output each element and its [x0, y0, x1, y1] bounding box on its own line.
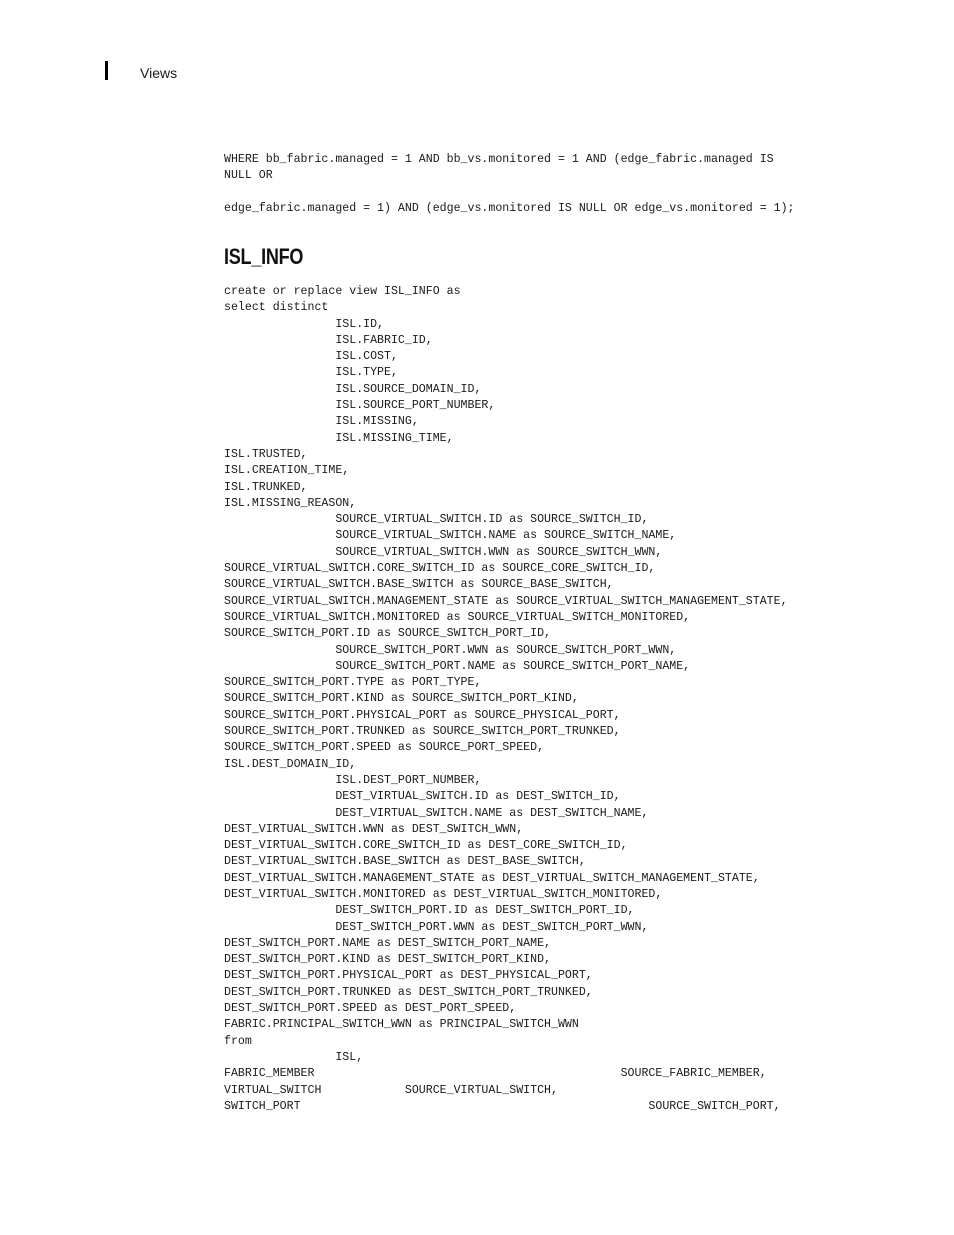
view-code-line: DEST_VIRTUAL_SWITCH.ID as DEST_SWITCH_ID, — [224, 790, 621, 804]
view-code-line: DEST_SWITCH_PORT.TRUNKED as DEST_SWITCH_PORT_TRUNKED, — [224, 985, 593, 999]
view-code-line: SOURCE_SWITCH_PORT.WWN as SOURCE_SWITCH_PORT_WWN, — [224, 643, 677, 657]
view-code-line: FABRIC_MEMBER SOURCE_FABRIC_MEMBER, — [224, 1067, 767, 1081]
view-code-line: DEST_VIRTUAL_SWITCH.MANAGEMENT_STATE as DEST_VIRTUAL_SWITCH_MANAGEMENT_STATE, — [224, 871, 760, 885]
view-code-line: ISL.FABRIC_ID, — [224, 333, 433, 347]
view-code-line: ISL.MISSING, — [224, 415, 419, 429]
view-code-line: SOURCE_VIRTUAL_SWITCH.MONITORED as SOURCE_VIRTUAL_SWITCH_MONITORED, — [224, 610, 691, 624]
view-code-line: SOURCE_SWITCH_PORT.ID as SOURCE_SWITCH_PORT_ID, — [224, 627, 551, 641]
where-code-line: WHERE bb_fabric.managed = 1 AND bb_vs.monitored = 1 AND (edge_fabric.managed IS — [224, 153, 774, 166]
running-header: Views — [140, 65, 178, 81]
view-code-line: DEST_SWITCH_PORT.ID as DEST_SWITCH_PORT_ID, — [224, 904, 635, 918]
isl-info-view-code — [224, 284, 788, 1115]
view-code-line: SOURCE_SWITCH_PORT.NAME as SOURCE_SWITCH_PORT_NAME, — [224, 659, 691, 673]
header-margin-bar — [105, 61, 108, 80]
where-clause-code — [224, 152, 795, 217]
view-code-line: create or replace view ISL_INFO as — [224, 285, 461, 298]
view-code-line: ISL.MISSING_REASON, — [224, 496, 357, 510]
view-code-line: ISL.MISSING_TIME, — [224, 431, 454, 445]
view-code-line: SOURCE_VIRTUAL_SWITCH.NAME as SOURCE_SWITCH_NAME, — [224, 529, 677, 543]
view-code-line: ISL.ID, — [224, 317, 385, 331]
view-code-line: SOURCE_SWITCH_PORT.TYPE as PORT_TYPE, — [224, 676, 482, 690]
view-code-line: DEST_SWITCH_PORT.KIND as DEST_SWITCH_PORT_KIND, — [224, 953, 551, 967]
view-code-line: ISL.CREATION_TIME, — [224, 464, 350, 478]
view-code-line: SOURCE_VIRTUAL_SWITCH.MANAGEMENT_STATE as SOURCE_VIRTUAL_SWITCH_MANAGEMENT_STATE, — [224, 594, 788, 608]
view-code-line: DEST_SWITCH_PORT.SPEED as DEST_PORT_SPEED, — [224, 1002, 517, 1016]
view-code-line: SOURCE_SWITCH_PORT.KIND as SOURCE_SWITCH_PORT_KIND, — [224, 692, 579, 706]
view-code-line: SWITCH_PORT SOURCE_SWITCH_PORT, — [224, 1099, 781, 1113]
where-code-line: NULL OR — [224, 169, 273, 183]
view-code-line: SOURCE_VIRTUAL_SWITCH.ID as SOURCE_SWITCH_ID, — [224, 513, 649, 527]
view-code-line: ISL.TYPE, — [224, 366, 398, 380]
view-code-line: SOURCE_SWITCH_PORT.PHYSICAL_PORT as SOURCE_PHYSICAL_PORT, — [224, 708, 621, 722]
view-code-line: DEST_VIRTUAL_SWITCH.CORE_SWITCH_ID as DEST_CORE_SWITCH_ID, — [224, 839, 628, 853]
view-code-line: ISL.TRUSTED, — [224, 447, 308, 461]
view-code-line: SOURCE_VIRTUAL_SWITCH.BASE_SWITCH as SOURCE_BASE_SWITCH, — [224, 578, 614, 592]
view-code-line: ISL.DEST_PORT_NUMBER, — [224, 773, 482, 787]
where-code-line: edge_fabric.managed = 1) AND (edge_vs.monitored IS NULL OR edge_vs.monitored = 1); — [224, 201, 795, 215]
view-code-line: SOURCE_SWITCH_PORT.SPEED as SOURCE_PORT_SPEED, — [224, 741, 545, 755]
view-code-line: SOURCE_SWITCH_PORT.TRUNKED as SOURCE_SWITCH_PORT_TRUNKED, — [224, 725, 621, 739]
view-code-line: ISL.TRUNKED, — [224, 480, 308, 494]
view-code-line: ISL.DEST_DOMAIN_ID, — [224, 757, 357, 771]
view-code-line: ISL.SOURCE_DOMAIN_ID, — [224, 382, 482, 396]
view-code-line: DEST_VIRTUAL_SWITCH.WWN as DEST_SWITCH_WWN, — [224, 822, 524, 836]
view-code-line: DEST_SWITCH_PORT.WWN as DEST_SWITCH_PORT_WWN, — [224, 920, 649, 934]
view-code-line: ISL.SOURCE_PORT_NUMBER, — [224, 399, 496, 413]
view-code-line: ISL.COST, — [224, 350, 398, 364]
view-code-line: DEST_VIRTUAL_SWITCH.MONITORED as DEST_VIRTUAL_SWITCH_MONITORED, — [224, 887, 663, 901]
view-code-line: ISL, — [224, 1050, 364, 1064]
view-code-line: DEST_VIRTUAL_SWITCH.NAME as DEST_SWITCH_NAME, — [224, 806, 649, 820]
view-code-line: DEST_SWITCH_PORT.PHYSICAL_PORT as DEST_PHYSICAL_PORT, — [224, 969, 593, 983]
view-code-line: VIRTUAL_SWITCH SOURCE_VIRTUAL_SWITCH, — [224, 1083, 558, 1097]
view-code-line: SOURCE_VIRTUAL_SWITCH.CORE_SWITCH_ID as SOURCE_CORE_SWITCH_ID, — [224, 562, 656, 576]
view-code-line: DEST_SWITCH_PORT.NAME as DEST_SWITCH_PORT_NAME, — [224, 936, 551, 950]
section-title-isl-info: ISL_INFO — [224, 244, 304, 269]
view-code-line: FABRIC.PRINCIPAL_SWITCH_WWN as PRINCIPAL_SWITCH_WWN — [224, 1018, 579, 1032]
view-code-line: DEST_VIRTUAL_SWITCH.BASE_SWITCH as DEST_BASE_SWITCH, — [224, 855, 586, 869]
view-code-line: from — [224, 1034, 252, 1048]
view-code-line: select distinct — [224, 301, 329, 315]
view-code-line: SOURCE_VIRTUAL_SWITCH.WWN as SOURCE_SWITCH_WWN, — [224, 545, 663, 559]
